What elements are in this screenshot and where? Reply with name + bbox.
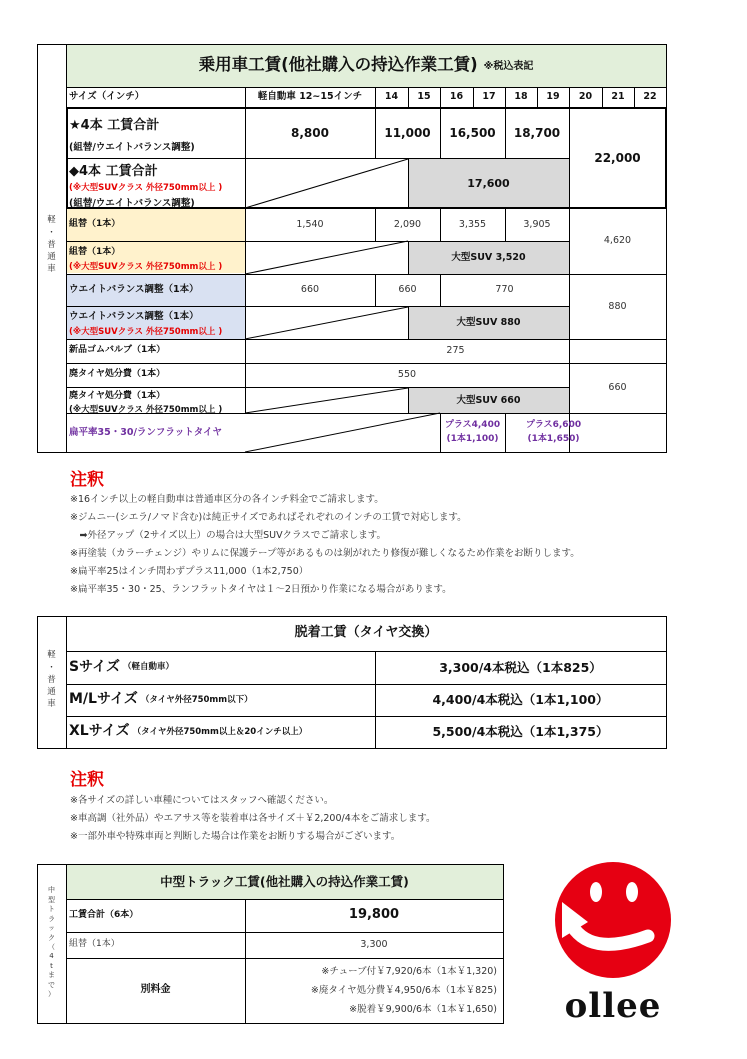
- size-name: M/Lサイズ: [69, 691, 138, 708]
- size-header-kei: 軽自動車 12~15インチ: [257, 91, 363, 103]
- row-suv-note: (※大型SUVクラス 外径750mm以上 ): [69, 327, 223, 337]
- note-line: ※車高調（社外品）やエアサス等を装着車は各サイズ＋￥2,200/4本をご請求します。: [70, 813, 436, 824]
- price-cell: 660: [300, 284, 320, 296]
- row-label-diamond-total: ◆4本 工賃合計: [69, 164, 158, 179]
- size-header: 20: [578, 91, 593, 103]
- price-cell-suv: 大型SUV 880: [456, 317, 521, 329]
- price-cell: 3,300: [360, 939, 388, 951]
- row-label-disposal: 廃タイヤ処分費（1本）: [69, 369, 166, 380]
- logo-wordmark: ollee: [564, 986, 662, 1026]
- extra-fee-line: ※チューブ付￥7,920/6本（1本￥1,320): [321, 966, 497, 977]
- side-label-char: 中: [48, 886, 55, 895]
- extra-fee-line: ※脱着￥9,900/6本（1本￥1,650): [349, 1004, 497, 1015]
- row-label-weight-balance: ウエイトバランス調整（1本）: [69, 284, 199, 296]
- side-label-char: 普: [47, 674, 56, 685]
- price-cell-large: 22,000: [594, 150, 641, 165]
- ollee-logo: [548, 862, 678, 1032]
- row-suv-note: (※大型SUVクラス 外径750mm以上 ): [69, 262, 223, 272]
- table-title: 脱着工賃（タイヤ交換）: [294, 625, 438, 641]
- tax-note: ※税込表記: [483, 61, 534, 73]
- side-label-char: 4: [49, 952, 54, 961]
- note-line: ➡外径アップ（2サイズ以上）の場合は大型SUVクラスでご請求します。: [70, 530, 387, 541]
- row-label-kumi: 組替（1本）: [69, 218, 121, 229]
- notes-title: 注釈: [70, 470, 104, 490]
- side-label-char: ク: [48, 933, 55, 942]
- size-description: （タイヤ外径750mm以上＆20インチ以上）: [132, 726, 308, 737]
- surcharge-per-tire: (1本1,100): [446, 434, 499, 444]
- price-cell-suv: 17,600: [467, 176, 510, 190]
- price-cell: 16,500: [449, 125, 496, 140]
- note-line: ※ジムニー(シエラ/ノマド含む)は純正サイズであればそれぞれのインチの工賃で対応します。: [70, 512, 467, 523]
- price-cell: 770: [495, 284, 514, 296]
- side-label-char: ト: [48, 905, 55, 914]
- row-sub-diamond-total: (組替/ウエイトバランス調整): [69, 198, 195, 209]
- note-line: ※各サイズの詳しい車種についてはスタッフへ確認ください。: [70, 795, 334, 806]
- side-label-char: 普: [47, 239, 56, 250]
- row-label-kumi-suv: 組替（1本）: [69, 247, 121, 257]
- row-label-disposal-suv: 廃タイヤ処分費（1本）: [69, 391, 166, 401]
- side-label-char: ・: [47, 662, 56, 673]
- side-label-char: 型: [48, 895, 55, 904]
- row-suv-note: (※大型SUVクラス 外径750mm以上 ): [69, 183, 223, 193]
- row-label-star-total: ★4本 工賃合計: [69, 118, 160, 133]
- price-cell: 3,905: [523, 218, 551, 230]
- row-label-weight-balance-suv: ウエイトバランス調整（1本）: [69, 311, 199, 322]
- price-cell: 5,500/4本税込（1本1,375）: [432, 724, 609, 740]
- price-cell: 3,300/4本税込（1本825）: [439, 659, 602, 675]
- price-cell: 275: [446, 345, 465, 357]
- note-line: ※再塗装（カラーチェンジ）やリムに保護テープ等があるものは剝がれたり修復が難しくなるため作業をお断りします。: [70, 548, 580, 559]
- size-header-label: サイズ（インチ）: [69, 91, 145, 103]
- note-line: ※一部外車や特殊車両と判断した場合は作業をお断りする場合がございます。: [70, 831, 401, 842]
- price-cell-large: 880: [608, 300, 627, 312]
- note-line: ※扁平率25はインチ問わずプラス11,000（1本2,750）: [70, 566, 309, 577]
- side-label-char: t: [50, 961, 53, 970]
- size-name: Sサイズ: [69, 658, 120, 675]
- side-label-char: 通: [47, 687, 56, 698]
- side-label-char: ま: [48, 971, 55, 980]
- size-header: 17: [482, 91, 496, 103]
- price-cell: 11,000: [384, 125, 431, 140]
- side-label-char: ッ: [48, 924, 55, 933]
- price-cell: 18,700: [513, 125, 561, 140]
- size-header: 16: [449, 91, 464, 103]
- side-label-char: ・: [47, 227, 56, 238]
- row-label-extra: 別料金: [140, 984, 171, 996]
- row-sub-star-total: (組替/ウエイトバランス調整): [69, 142, 195, 153]
- surcharge-per-tire: (1本1,650): [527, 434, 580, 444]
- extra-fee-line: ※廃タイヤ処分費￥4,950/6本（1本￥825): [310, 985, 497, 996]
- size-header: 18: [514, 91, 528, 103]
- size-header: 22: [643, 91, 657, 103]
- price-cell-suv: 大型SUV 660: [456, 394, 521, 406]
- table-title: 中型トラック工賃(他社購入の持込作業工賃): [160, 873, 409, 889]
- side-label-char: 軽: [47, 215, 56, 226]
- size-header: 15: [417, 91, 431, 103]
- size-name: XLサイズ: [69, 723, 130, 740]
- price-cell: 660: [398, 284, 417, 296]
- side-label-truck: [37, 868, 66, 1018]
- surcharge-total: プラス4,400: [444, 419, 501, 430]
- side-label-car: [37, 205, 66, 285]
- price-cell: 8,800: [291, 125, 329, 140]
- side-label-char: 車: [47, 699, 56, 710]
- side-label-char: 軽: [47, 650, 56, 661]
- note-line: ※16インチ以上の軽自動車は普通車区分の各インチ料金でご請求します。: [70, 494, 384, 505]
- side-label-char: （: [48, 943, 55, 951]
- side-label-char: で: [48, 980, 55, 989]
- row-label-valve: 新品ゴムバルブ（1本）: [69, 345, 166, 356]
- size-description: （軽自動車）: [122, 662, 174, 673]
- side-label-char: 車: [47, 264, 56, 275]
- side-label-char: 通: [47, 252, 56, 263]
- price-cell: 3,355: [458, 218, 487, 230]
- price-cell: 4,400/4本税込（1本1,100）: [432, 692, 609, 708]
- side-label-car: [37, 640, 66, 720]
- price-cell: 2,090: [393, 218, 422, 230]
- size-header: 21: [611, 91, 625, 103]
- side-label-char: ラ: [48, 914, 55, 923]
- table-title: 乗用車工賃(他社購入の持込作業工賃): [198, 55, 478, 75]
- note-line: ※扁平率35・30・25、ランフラットタイヤは１～2日預かり作業になる場合があります。: [70, 584, 452, 595]
- price-cell-large: 4,620: [603, 235, 632, 247]
- price-cell: 550: [397, 369, 417, 381]
- row-label-low-profile: 扁平率35・30/ランフラットタイヤ: [69, 426, 223, 438]
- price-cell: 19,800: [348, 907, 400, 923]
- price-cell-large: 660: [608, 382, 627, 394]
- price-cell: 1,540: [296, 218, 324, 230]
- surcharge-total: プラス6,600: [525, 419, 582, 430]
- row-suv-note: (※大型SUVクラス 外径750mm以上 ): [69, 405, 223, 415]
- notes-title: 注釈: [70, 770, 104, 790]
- row-label-kumi: 組替（1本）: [69, 939, 120, 950]
- price-cell-suv: 大型SUV 3,520: [451, 251, 526, 263]
- size-header: 19: [546, 91, 560, 103]
- side-label-char: ）: [48, 990, 55, 999]
- size-description: （タイヤ外径750mm以下）: [140, 694, 253, 705]
- size-header: 14: [384, 91, 399, 103]
- row-label-total: 工賃合計（6本）: [69, 909, 139, 920]
